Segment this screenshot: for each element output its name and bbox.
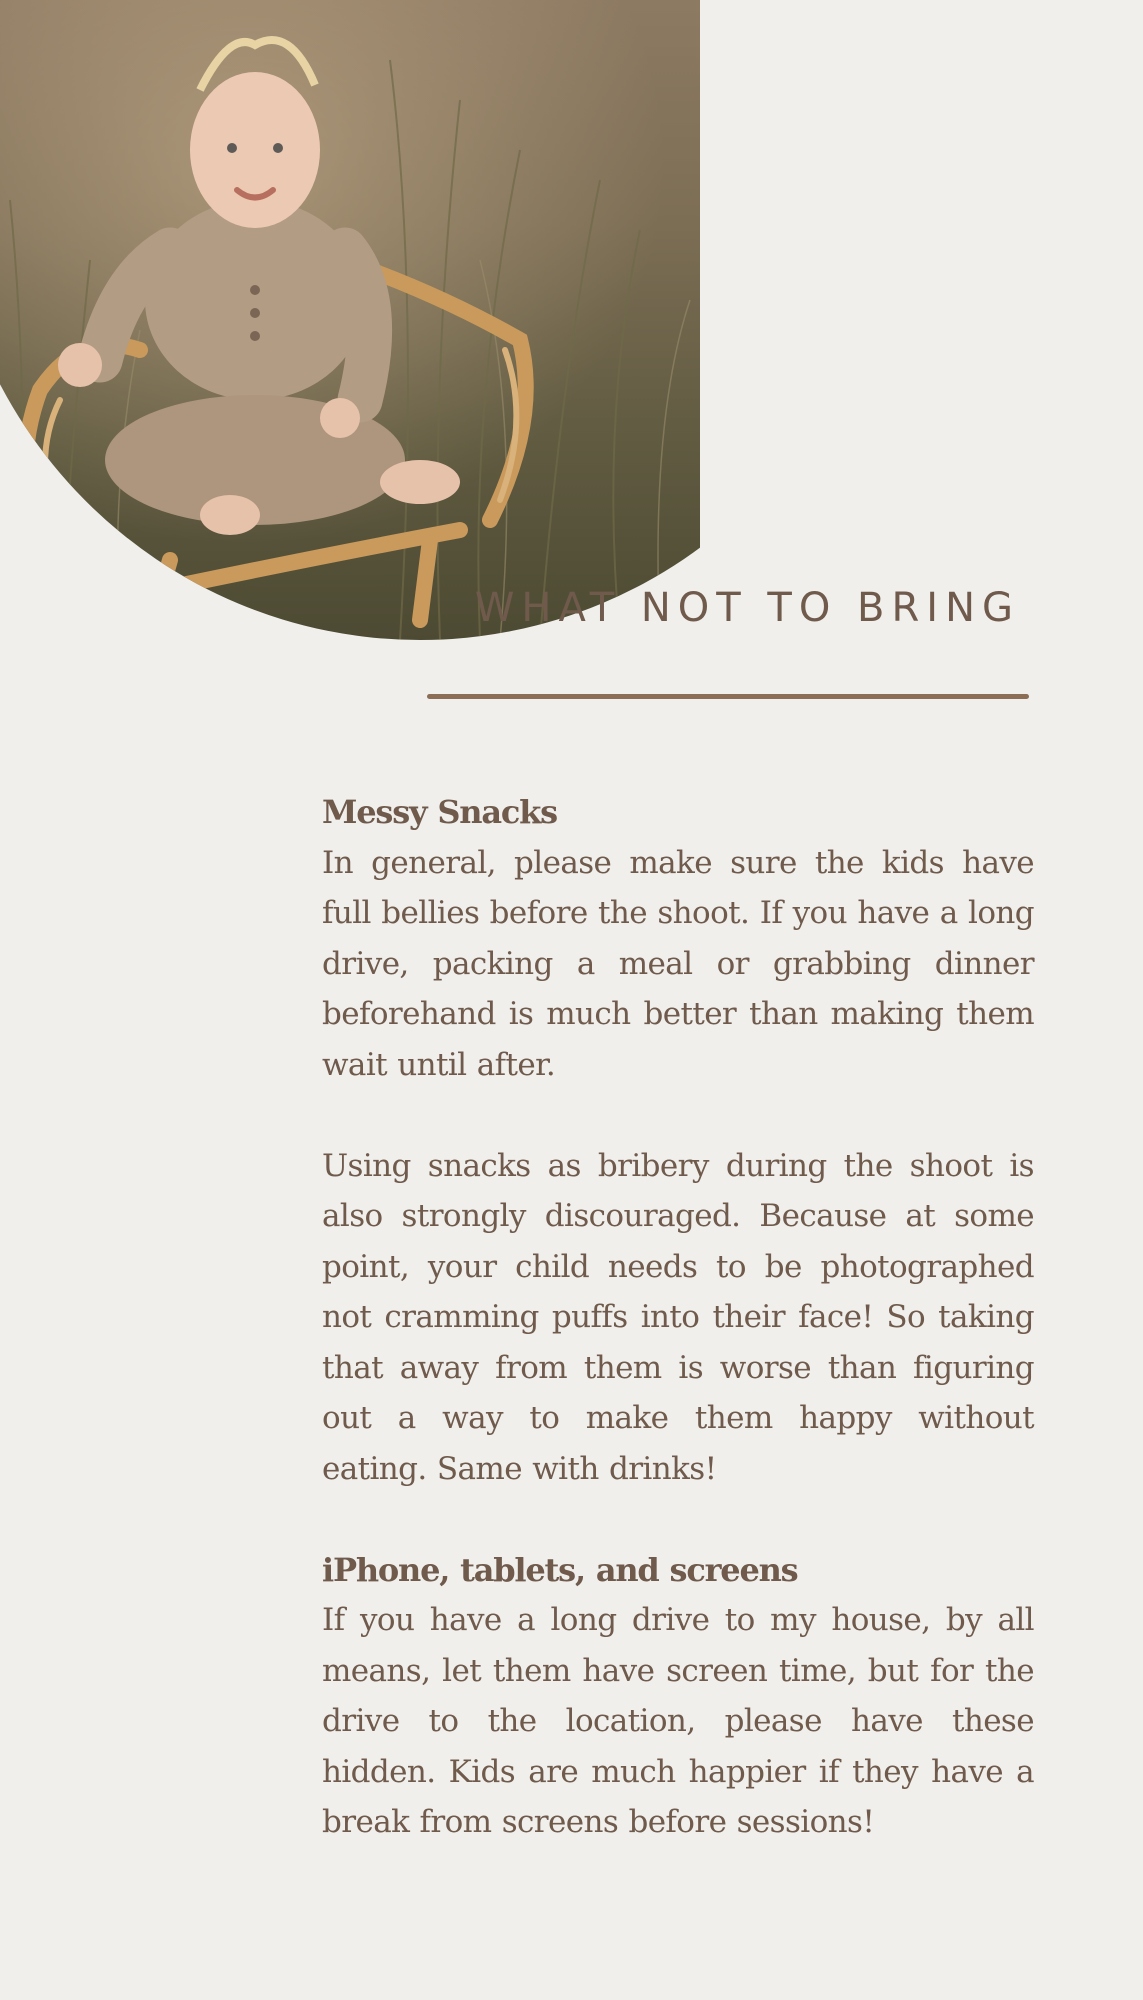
messy-snacks-paragraph-1: In general, please make sure the kids have full bellies before the shoot. If you have a long drive, packing a meal or grabbing dinner beforehand is much better than making them wait until after. <box>322 844 1034 1083</box>
hero-photo <box>0 0 895 640</box>
title-divider <box>427 694 1029 699</box>
section-title-screens: iPhone, tablets, and screens <box>322 1550 798 1589</box>
page-title: WHAT NOT TO BRING <box>474 585 1020 631</box>
content-body <box>322 787 1034 1848</box>
messy-snacks-paragraph-2: Using snacks as bribery during the shoot is also strongly discouraged. Because at some point, your child needs to be photographed not cramming puffs into their face! So taking that away from them is worse than figuring out a way to make them happy without eating. Same with drinks! <box>322 1147 1034 1487</box>
baby-in-rattan-chair-image <box>0 0 700 640</box>
screens-paragraph-1: If you have a long drive to my house, by all means, let them have screen time, but for the drive to the location, please have these hidden. Kids are much happier if they have a break from screens before sessions! <box>322 1602 1034 1840</box>
section-title-messy-snacks: Messy Snacks <box>322 793 557 831</box>
